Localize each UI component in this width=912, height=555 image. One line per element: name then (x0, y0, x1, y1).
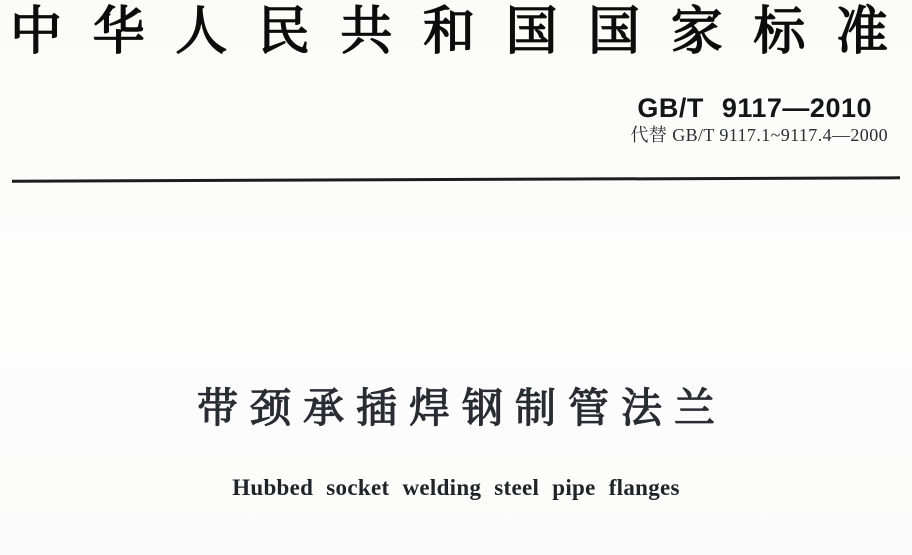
national-standard-title-char: 家 (670, 4, 723, 61)
national-standard-title-char: 国 (505, 4, 558, 61)
standard-number-block (631, 93, 888, 146)
national-standard-title-char: 民 (257, 4, 310, 61)
national-standard-title (10, 4, 888, 62)
document-title-english: Hubbed socket welding steel pipe flanges (232, 475, 680, 500)
national-standard-title-char: 中 (10, 4, 63, 61)
national-standard-title-char: 准 (835, 4, 888, 61)
document-title-chinese: 带颈承插焊钢制管法兰 (197, 385, 727, 431)
standard-replaces-note: 代替 GB/T 9117.1~9117.4—2000 (630, 125, 888, 145)
national-standard-title-char: 标 (753, 4, 806, 61)
national-standard-title-char: 华 (92, 4, 145, 61)
standard-code: GB/T 9117—2010 (637, 93, 872, 123)
national-standard-title-char: 人 (175, 4, 228, 61)
national-standard-title-char: 国 (588, 4, 641, 61)
header-divider-rule (12, 176, 900, 182)
national-standard-title-char: 和 (422, 4, 475, 61)
national-standard-title-char: 共 (340, 4, 393, 61)
